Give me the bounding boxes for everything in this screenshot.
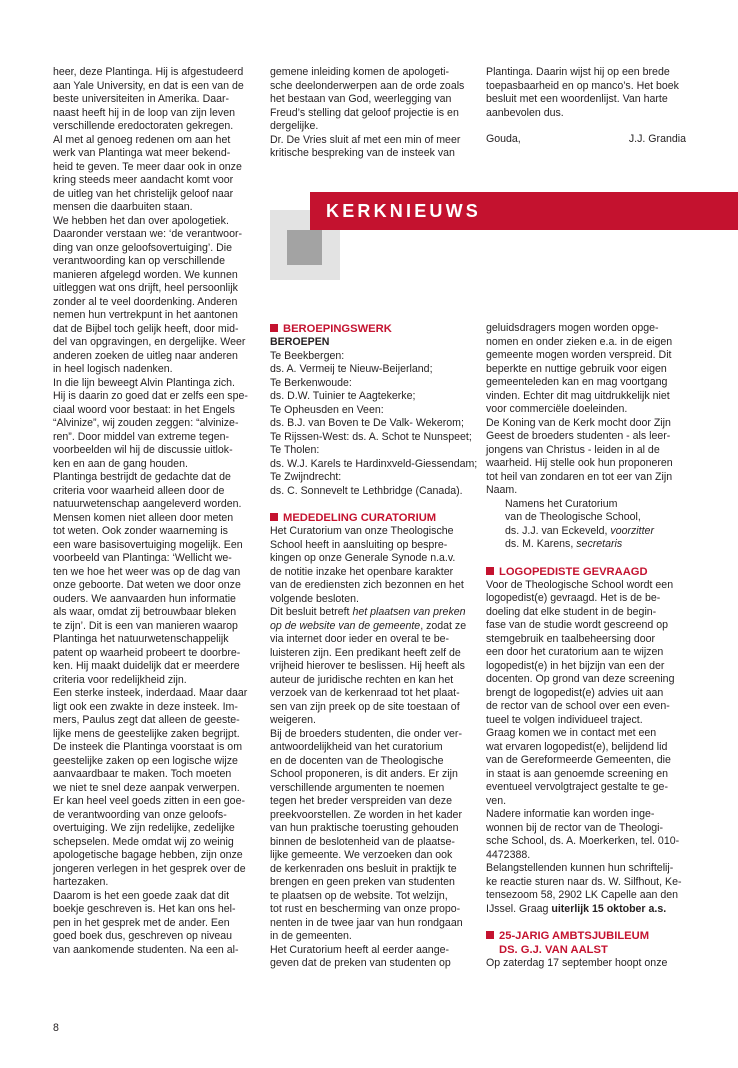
text-line: kritische bespreking van de insteek van xyxy=(270,147,455,159)
text-line: natuurwetenschap aangeleverd worden. xyxy=(53,498,242,510)
text-line: ding van onze geloofsovertuiging’. Die xyxy=(53,241,233,254)
text-line: 4472388. xyxy=(486,848,531,861)
text-line: van de Theologische School, xyxy=(505,511,641,523)
text-line: gemeente mogen worden verspreid. Dit xyxy=(486,349,672,361)
text-line: ds. W.J. Karels te Hardinxveld-Giessendam; xyxy=(270,457,478,470)
curatorium-heading: MEDEDELING CURATORIUM xyxy=(270,511,489,525)
text-line: boekje geschreven is. Het kan ons hel- xyxy=(53,903,236,915)
text-line: Plantinga bestrijdt de gedachte dat de xyxy=(53,471,231,483)
text-line: wat ervaren logopedist(e), belijdend lid xyxy=(486,740,668,753)
curatorium-continued-1 xyxy=(486,322,686,417)
text-line: ven. xyxy=(486,794,507,807)
text-line: binnen de beslotenheid van de plaatse- xyxy=(270,835,455,848)
text-line: anderen zoeken de uitleg naar anderen xyxy=(53,349,238,362)
text-line: ken. Hij maakt duidelijk dat er meerdere xyxy=(53,660,240,672)
jubileum-text: Op zaterdag 17 september hoopt onze xyxy=(486,957,668,969)
text-line: nenten in de twee jaar van hun rondgaan xyxy=(270,916,463,929)
text-line: uitleggen wat ons drijft, heel persoonlijk xyxy=(53,282,238,294)
page-number: 8 xyxy=(53,1022,59,1034)
logopediste-paragraph-3 xyxy=(486,808,686,862)
text-line: ds. A. Vermeij te Nieuw-Beijerland; xyxy=(270,363,433,375)
text-line: School proponeren, is dit anders. Er zijn xyxy=(270,768,458,780)
text-line: aanbevolen dus. xyxy=(486,106,564,119)
curatorium-continued-2 xyxy=(486,417,686,498)
column-2-news xyxy=(270,322,489,971)
curatorium-paragraph-2: Dit besluit betreft het plaatsen van preken op de website van de gemeente, zodat ze via internet door ieder en overal te be- luisteren zijn. Een predikant heeft zelf de vrijheid hierover te beslissen. Hij heeft als auteur de juridische rechten en kan het verzoek van de kerkenraad tot het plaat- sen van zijn preek op de site toestaan of weigeren. xyxy=(270,606,489,728)
text-line: aan Yale University, en dat is een van de xyxy=(53,79,244,92)
text-line: logopedist(e) in het bijzijn van een der xyxy=(486,659,665,672)
text-line: sche School, ds. A. Moerkerken, tel. 010- xyxy=(486,835,680,847)
text-line: jongeren verlegen in het gesprek over de xyxy=(53,862,246,875)
text-line: voorbeelden wil hij de discussie uitlok- xyxy=(53,444,233,456)
text-line: “Alvinize”, wij zouden zeggen: “alvinize- xyxy=(53,417,239,429)
text-line: ds. D.W. Tuinier te Aagtekerke; xyxy=(270,390,416,402)
text-line: naast heeft hij in de loop van zijn leven xyxy=(53,106,235,119)
text-line: nemen hun vertrekpunt in het aantonen xyxy=(53,309,238,321)
text-line: criteria voor redelijkheid zijn. xyxy=(53,673,187,686)
column-1 xyxy=(53,66,272,957)
text-line: Dr. De Vries sluit af met een min of meer xyxy=(270,133,461,146)
text-line: als waar, omdat zij betrouwbaar bleken xyxy=(53,606,237,618)
text-line: Mensen komen niet alleen door meten xyxy=(53,511,234,524)
text-line: voorbeeld van Plantinga: ‘Wellicht we- xyxy=(53,552,232,564)
text-line: de notitie inzake het openbare karakter xyxy=(270,565,454,578)
text-line: goed boek dus, geschreven op niveau xyxy=(53,930,233,942)
text-line: in heel logisch nadenken. xyxy=(53,363,173,375)
text-line: besluit met een woordenlijst. Van harte xyxy=(486,93,668,105)
curatorium-paragraph-1 xyxy=(270,525,489,606)
text-line: tot heil van zondaren en tot eer van Zijn xyxy=(486,470,673,483)
text-line: kring steeds meer aandacht komt voor xyxy=(53,174,234,186)
text-line: verschillende eredoctoraten gekregen. xyxy=(53,120,234,132)
text-line: jongens van Christus - leiden in al de xyxy=(486,443,660,456)
text-line: ken en aan de gang houden. xyxy=(53,457,188,470)
text-line: Te Opheusden en Veen: xyxy=(270,403,384,416)
text-line: vinden. Echter dit mag uitdrukkelijk niet xyxy=(486,389,670,402)
text-line: eventueel vervolgtraject gestalte te ge- xyxy=(486,781,668,793)
logopediste-paragraph-4: Belangstellenden kunnen hun schriftelij- ke reactie sturen naar ds. W. Silfhout, Ke- tensezoom 58, 2902 LK Capelle aan den IJssel. Graag uiterlijk 15 oktober a.s. xyxy=(486,862,686,916)
text-line: te plaatsen op de website. Tot welzijn, xyxy=(270,889,448,902)
text-line: van hun praktische toerusting gehouden xyxy=(270,822,459,834)
text-line: Graag komen we in contact met een xyxy=(486,727,657,739)
bullet-square-icon xyxy=(486,931,494,939)
text-line: Voor de Theologische School wordt een xyxy=(486,578,674,591)
text-line: Belangstellenden kunnen hun schriftelij- xyxy=(486,862,674,874)
column-3-news xyxy=(486,322,686,971)
text-line: tot rust en bescherming van onze propo- xyxy=(270,903,461,915)
text-line: lijke mens de geestelijke zaken begrijpt. xyxy=(53,727,240,740)
text-line: doeling dat elke student in de begin- xyxy=(486,605,657,618)
text-line: de rector van de school over een even- xyxy=(486,700,670,712)
text-line: lijke gemeente. We verzoeken dan ook xyxy=(270,849,453,861)
text-line: Daarom is het een goede zaak dat dit xyxy=(53,889,230,902)
text-line: del van opgravingen, en dergelijke. Weer xyxy=(53,336,246,348)
text-line: overtuiging. We zijn redelijke, zedelijke xyxy=(53,822,235,834)
text-line: verzoek van de kerkenraad tot het plaat- xyxy=(270,687,460,699)
text-line: mers, Paulus zegt dat alleen de geeste- xyxy=(53,714,240,726)
text-line: Freud’s stelling dat geloof projectie is en xyxy=(270,106,459,119)
text-line: Nadere informatie kan worden inge- xyxy=(486,808,655,820)
text-line: We hebben het dan over apologetiek. xyxy=(53,214,229,227)
text-line: weigeren. xyxy=(270,714,316,726)
text-line: Het Curatorium van onze Theologische xyxy=(270,525,454,537)
text-line: docenten. Op grond van deze screening xyxy=(486,673,675,685)
text-line: in staat is aan genoemde screening en xyxy=(486,767,668,780)
text-line: ciaal woord voor bestaat: in het Engels xyxy=(53,403,235,416)
text-line: fase van de studie wordt gescreend op xyxy=(486,619,668,631)
text-line: gemene inleiding komen de apologeti- xyxy=(270,66,450,78)
text-line: mensen die daarbuiten staan. xyxy=(53,201,193,213)
curatorium-paragraph-4 xyxy=(270,944,489,971)
text-line: heid te geven. Te meer daar ook in onze xyxy=(53,160,242,173)
signature-place: Gouda, xyxy=(486,133,521,145)
text-line: In die lijn beweegt Alvin Plantinga zich. xyxy=(53,376,235,389)
text-line: Namens het Curatorium xyxy=(505,497,618,510)
text-line: ligt ook een zwakte in deze insteek. Im- xyxy=(53,700,238,713)
text-line: Al met al genoeg redenen om aan het xyxy=(53,133,231,146)
text-line: beperkte en nuttige gebruik voor eigen xyxy=(486,362,667,375)
text-line: tueel te volgen individueel traject. xyxy=(486,713,643,726)
text-line: tegen het breder verspreiden van deze xyxy=(270,795,452,807)
text-line: Te Zwijndrecht: xyxy=(270,471,342,483)
text-line: in de gemeenten. xyxy=(270,930,352,942)
text-line: luisteren zijn. Een predikant heeft zelf de xyxy=(270,646,461,659)
beroepen-subheading: BEROEPEN xyxy=(270,336,330,348)
text-line: manieren afgelegd worden. We kunnen xyxy=(53,268,238,281)
text-line: School heeft in aansluiting op bespre- xyxy=(270,538,448,551)
text-line: sche deelonderwerpen aan de orde zoals xyxy=(270,79,465,92)
text-line: logopedist(e) gevraagd. Het is de be- xyxy=(486,592,661,604)
text-line: schepselen. Mede omdat wij zo weinig xyxy=(53,835,234,848)
text-line: Plantinga het natuurwetenschappelijk xyxy=(53,633,229,645)
text-line: ds. C. Sonnevelt te Lethbridge (Canada). xyxy=(270,484,463,497)
text-line: Daaronder verstaan we: ‘de verantwoor- xyxy=(53,228,243,240)
text-line: pen in het gesprek met de ander. Een xyxy=(53,916,230,929)
text-line: nomen en onder zieken e.a. in de eigen xyxy=(486,335,673,348)
text-line: De Koning van de Kerk mocht door Zijn xyxy=(486,416,671,429)
text-line: te zijn’. Dit is een van manieren waarop xyxy=(53,619,238,632)
text-line: geluidsdragers mogen worden opge- xyxy=(486,322,659,334)
text-line: de kerkenraden ons besluit in praktijk te xyxy=(270,862,457,875)
text-line: tot weten. Ook zonder waarneming is xyxy=(53,525,228,537)
beroepingswerk-list xyxy=(270,350,489,499)
text-line: Bij de broeders studenten, die onder ver- xyxy=(270,727,462,740)
text-line: verantwoording kan op verschillende xyxy=(53,255,225,267)
text-line: Naam. xyxy=(486,484,518,496)
text-line: gemeenteleden kan en mag voortgang xyxy=(486,376,668,388)
text-line: geven dat de preken van studenten op xyxy=(270,957,451,969)
text-line: ke reactie sturen naar ds. W. Silfhout, Ke- xyxy=(486,875,682,888)
text-line: de uitleg van het christelijk geloof naar xyxy=(53,187,234,200)
text-line: kingen op onze Generale Synode n.a.v. xyxy=(270,552,456,564)
text-line: Plantinga. Daarin wijst hij op een brede xyxy=(486,66,670,78)
text-line: Geest de broeders studenten - als leer- xyxy=(486,430,671,442)
text-line: preekvoorstellen. Ze worden in het kader xyxy=(270,808,462,821)
section-title: KERKNIEUWS xyxy=(326,201,482,221)
curatorium-paragraph-3 xyxy=(270,728,489,944)
text-line: toepasbaarheid en op manco’s. Het boek xyxy=(486,79,679,92)
text-line: een ware basisovertuiging mogelijk. Een xyxy=(53,538,243,551)
text-line: werk van Plantinga wat meer bekend- xyxy=(53,147,231,159)
column-2-top xyxy=(270,66,489,161)
logopediste-heading: LOGOPEDISTE GEVRAAGD xyxy=(486,565,686,579)
text-line: brengen en geen preken van studenten xyxy=(270,876,455,888)
text-line: ten we hoe het weer was op de dag van xyxy=(53,565,241,578)
text-line: De insteek die Plantinga voorstaat is om xyxy=(53,741,243,753)
text-line: auteur de juridische rechten en kan het xyxy=(270,673,454,686)
text-line: dergelijke. xyxy=(270,120,319,132)
bullet-square-icon xyxy=(270,324,278,332)
text-line: apologetische bagage hebben, zijn onze xyxy=(53,849,243,861)
text-line: een door het curatorium aan te wijzen xyxy=(486,646,664,658)
review-ending xyxy=(486,66,686,120)
text-line: patent op waarheid probeert te doorbre- xyxy=(53,646,241,659)
text-line: vrijheid hierover te beslissen. Hij heeft als xyxy=(270,660,465,672)
logopediste-paragraph-2 xyxy=(486,727,686,808)
text-line: volgende besloten. xyxy=(270,592,359,605)
text-line: brengt de logopedist(e) advies uit aan xyxy=(486,686,664,699)
text-line: dat de Bijbel toch gelijk heeft, door mid- xyxy=(53,322,239,335)
text-line: en de docenten van de Theologische xyxy=(270,754,444,767)
text-line: voor commerciële doeleinden. xyxy=(486,403,628,415)
text-line: het bestaan van God, weerlegging van xyxy=(270,93,452,105)
text-line: van de erediensten zich bezonnen en het xyxy=(270,579,464,591)
text-line: de verantwoording van onze geloofs- xyxy=(53,808,227,821)
column-3-top xyxy=(486,66,686,147)
text-line: sen van zijn preek op de site toestaan of xyxy=(270,700,460,713)
text-line: criteria voor waarheid alleen door de xyxy=(53,484,225,497)
beroepingswerk-heading: BEROEPINGSWERK xyxy=(270,322,489,336)
text-line: verschillende argumenten te noemen xyxy=(270,781,445,794)
text-line: Te Berkenwoude: xyxy=(270,376,352,389)
signature-author: J.J. Grandia xyxy=(628,133,686,145)
curatorium-signature: Namens het Curatorium van de Theologische School, ds. J.J. van Eckeveld, voorzitter ds. M. Karens, secretaris xyxy=(486,498,686,552)
text-line: van aankomende studenten. Na een al- xyxy=(53,943,239,956)
text-line: geestelijke zaken op een logische wijze xyxy=(53,754,238,767)
text-line: aanvaardbaar te maken. Toch moeten xyxy=(53,768,232,780)
text-line: we niet te snel deze aanpak verwerpen. xyxy=(53,781,240,794)
text-line: beste universiteiten in Amerika. Daar- xyxy=(53,93,230,105)
text-line: Een sterke insteek, inderdaad. Maar daar xyxy=(53,687,248,699)
text-line: ren”. Door middel van extreme tegen- xyxy=(53,430,230,443)
logopediste-paragraph-1 xyxy=(486,579,686,728)
jubileum-heading: 25-JARIG AMBTSJUBILEUM DS. G.J. VAN AALST xyxy=(486,929,686,957)
text-line: onze geboorte. Dat weten we door onze xyxy=(53,579,241,591)
text-line: heer, deze Plantinga. Hij is afgestudeerd xyxy=(53,66,244,78)
bullet-square-icon xyxy=(270,513,278,521)
text-line: waarheid. Hij stelle ook hun proponeren xyxy=(486,457,673,469)
text-line: via internet door ieder en overal te be- xyxy=(270,633,450,645)
text-line: stemgebruik en taalbeheersing door xyxy=(486,632,656,645)
text-line: Er kan heel veel goeds zitten in een goe- xyxy=(53,795,245,807)
review-signature xyxy=(486,133,686,147)
text-line: Te Tholen: xyxy=(270,444,320,456)
text-line: antwoordelijkheid van het curatorium xyxy=(270,741,443,753)
text-line: van de Gereformeerde Gemeenten, die xyxy=(486,754,671,766)
bullet-square-icon xyxy=(486,567,494,575)
decorative-square-dark xyxy=(287,230,322,265)
text-line: Het Curatorium heeft al eerder aange- xyxy=(270,943,450,956)
text-line: hartezaken. xyxy=(53,876,109,888)
text-line: zonder al te veel doordenking. Anderen xyxy=(53,295,238,308)
text-line: Te Beekbergen: xyxy=(270,349,345,362)
text-line: ds. B.J. van Boven te De Valk- Wekerom; xyxy=(270,417,464,429)
text-line: Te Rijssen-West: ds. A. Schot te Nunspeet; xyxy=(270,430,472,443)
text-line: wonnen bij de rector van de Theologi- xyxy=(486,821,664,834)
text-line: ouders. We aanvaarden hun informatie xyxy=(53,592,236,605)
text-line: Hij is daarin zo goed dat er zelfs een spe- xyxy=(53,390,248,402)
